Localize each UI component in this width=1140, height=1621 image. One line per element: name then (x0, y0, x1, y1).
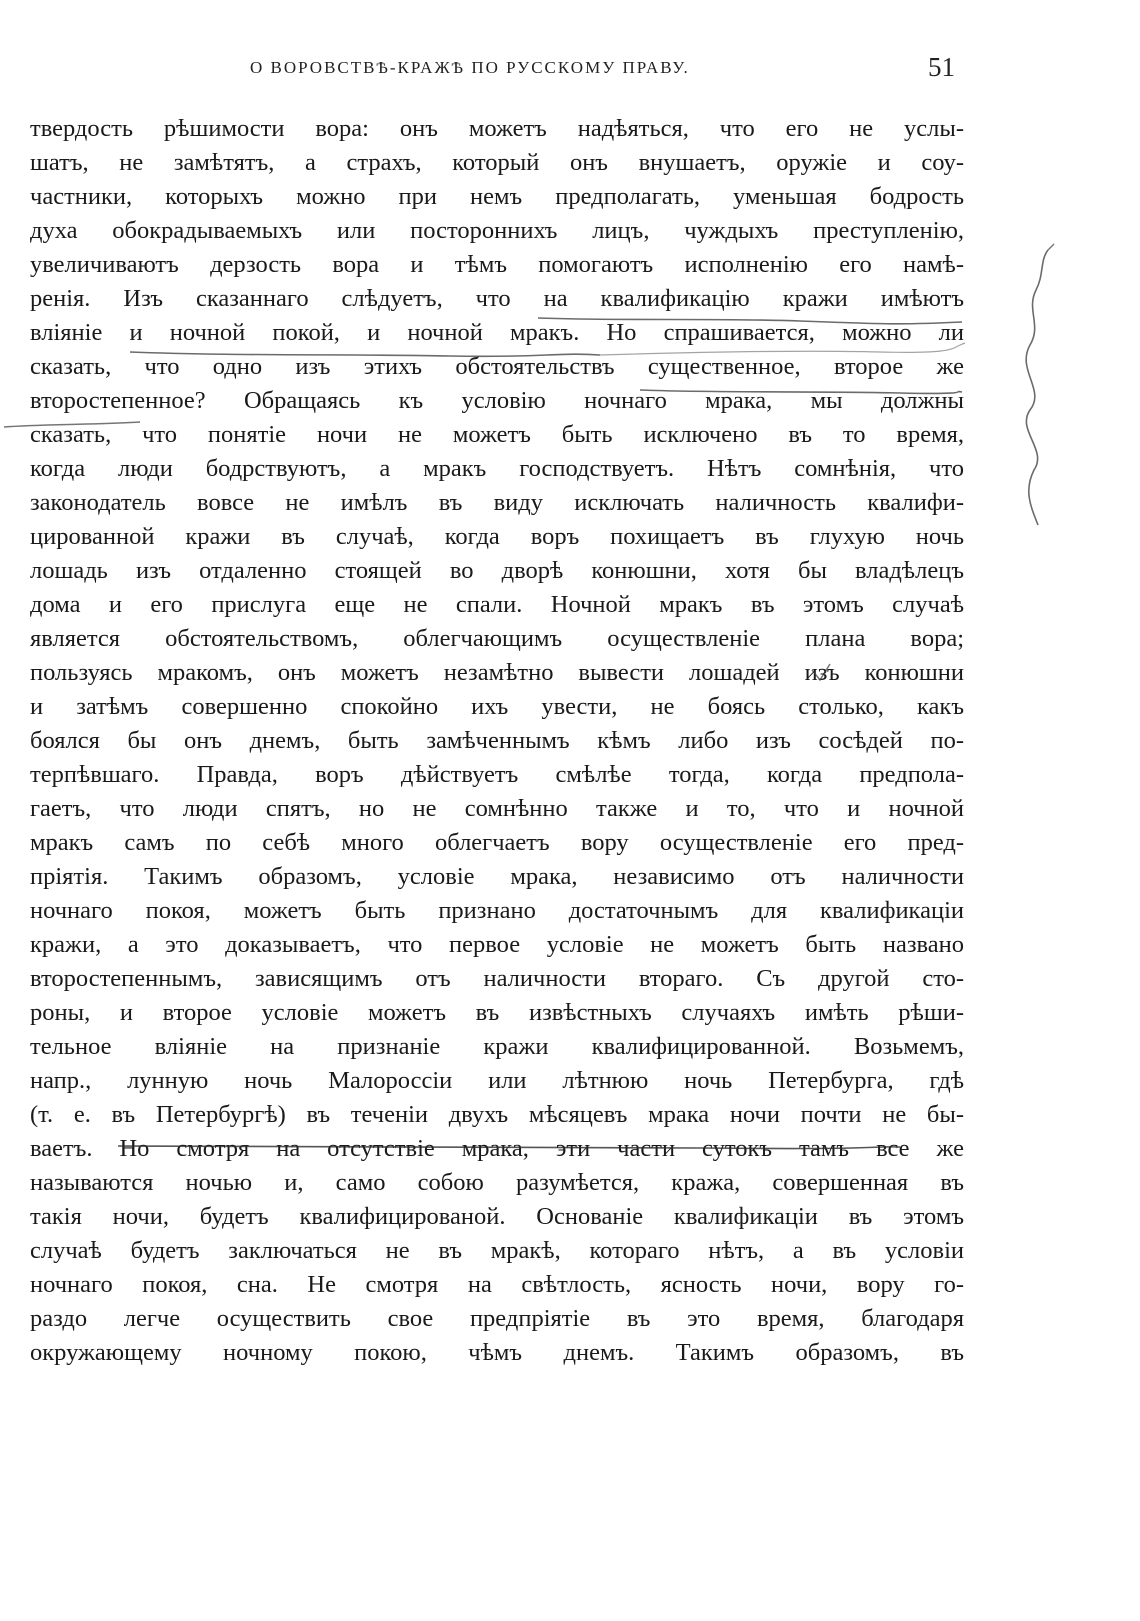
text-line: тельное вліяніе на признаніе кражи квалифицированной. Возьмемъ, (30, 1033, 964, 1060)
margin-bracket (1026, 250, 1048, 525)
text-line: шатъ, не замѣтятъ, а страхъ, который онъ внушаетъ, оружіе и соу- (30, 149, 964, 176)
text-line: когда люди бодрствуютъ, а мракъ господствуетъ. Нѣтъ сомнѣнія, что (30, 455, 964, 482)
text-line: напр., лунную ночь Малороссіи или лѣтнюю ночь Петербурга, гдѣ (30, 1067, 964, 1094)
text-line: терпѣвшаго. Правда, воръ дѣйствуетъ смѣлѣе тогда, когда предпола- (30, 761, 964, 788)
text-line: пользуясь мракомъ, онъ можетъ незамѣтно вывести лошадей изъ конюшни (30, 659, 964, 686)
text-line: окружающему ночному покою, чѣмъ днемъ. Такимъ образомъ, въ (30, 1339, 964, 1366)
text-line: гаетъ, что люди спятъ, но не сомнѣнно также и то, что и ночной (30, 795, 964, 822)
text-line: вліяніе и ночной покой, и ночной мракъ. Но спрашивается, можно ли (30, 319, 964, 346)
text-line: твердость рѣшимости вора: онъ можетъ надѣяться, что его не услы- (30, 115, 964, 142)
text-line: увеличиваютъ дерзость вора и тѣмъ помогаютъ исполненію его намѣ- (30, 251, 964, 278)
text-line: дома и его прислуга еще не спали. Ночной мракъ въ этомъ случаѣ (30, 591, 964, 618)
text-line: сказать, что понятіе ночи не можетъ быть исключено въ то время, (30, 421, 964, 448)
text-line: духа обокрадываемыхъ или постороннихъ лицъ, чуждыхъ преступленію, (30, 217, 964, 244)
text-line: (т. е. въ Петербургѣ) въ теченіи двухъ мѣсяцевъ мрака ночи почти не бы- (30, 1101, 964, 1128)
text-line: законодатель вовсе не имѣлъ въ виду исключать наличность квалифи- (30, 489, 964, 516)
text-line: сказать, что одно изъ этихъ обстоятельствъ существенное, второе же (30, 353, 964, 380)
text-line: ночнаго покоя, можетъ быть признано достаточнымъ для квалификаціи (30, 897, 964, 924)
margin-bracket-tip (1048, 244, 1054, 250)
text-line: раздо легче осуществить свое предпріятіе въ это время, благодаря (30, 1305, 964, 1332)
text-line: ренія. Изъ сказаннаго слѣдуетъ, что на квалификацію кражи имѣютъ (30, 285, 964, 312)
running-head: О ВОРОВСТВѢ-КРАЖѢ ПО РУССКОМУ ПРАВУ. (250, 58, 690, 77)
text-line: и затѣмъ совершенно спокойно ихъ увести, не боясь столько, какъ (30, 693, 964, 720)
text-line: ваетъ. Но смотря на отсутствіе мрака, эти части сутокъ тамъ все же (30, 1135, 964, 1162)
text-line: случаѣ будетъ заключаться не въ мракѣ, котораго нѣтъ, а въ условіи (30, 1237, 964, 1264)
text-line: лошадь изъ отдаленно стоящей во дворѣ конюшни, хотя бы владѣлецъ (30, 557, 964, 584)
text-line: роны, и второе условіе можетъ въ извѣстныхъ случаяхъ имѣть рѣши- (30, 999, 964, 1026)
page-number: 51 (928, 52, 955, 82)
text-line: второстепенное? Обращаясь къ условію ночнаго мрака, мы должны (30, 387, 964, 414)
text-line: второстепеннымъ, зависящимъ отъ наличности втораго. Съ другой сто- (30, 965, 964, 992)
text-line: частники, которыхъ можно при немъ предполагать, уменьшая бодрость (30, 183, 964, 210)
text-line: мракъ самъ по себѣ много облегчаетъ вору осуществленіе его пред- (30, 829, 964, 856)
text-line: называются ночью и, само собою разумѣется, кража, совершенная въ (30, 1169, 964, 1196)
text-line: кражи, а это доказываетъ, что первое условіе не можетъ быть названо (30, 931, 964, 958)
text-line: пріятія. Такимъ образомъ, условіе мрака, независимо отъ наличности (30, 863, 964, 890)
text-line: является обстоятельствомъ, облегчающимъ осуществленіе плана вора; (30, 625, 964, 652)
text-line: цированной кражи въ случаѣ, когда воръ похищаетъ въ глухую ночь (30, 523, 964, 550)
text-line: боялся бы онъ днемъ, быть замѣченнымъ кѣмъ либо изъ сосѣдей по- (30, 727, 964, 754)
text-line: такія ночи, будетъ квалифицированой. Основаніе квалификаціи въ этомъ (30, 1203, 964, 1230)
body-text (30, 112, 964, 1370)
text-line: ночнаго покоя, сна. Не смотря на свѣтлость, ясность ночи, вору го- (30, 1271, 964, 1298)
